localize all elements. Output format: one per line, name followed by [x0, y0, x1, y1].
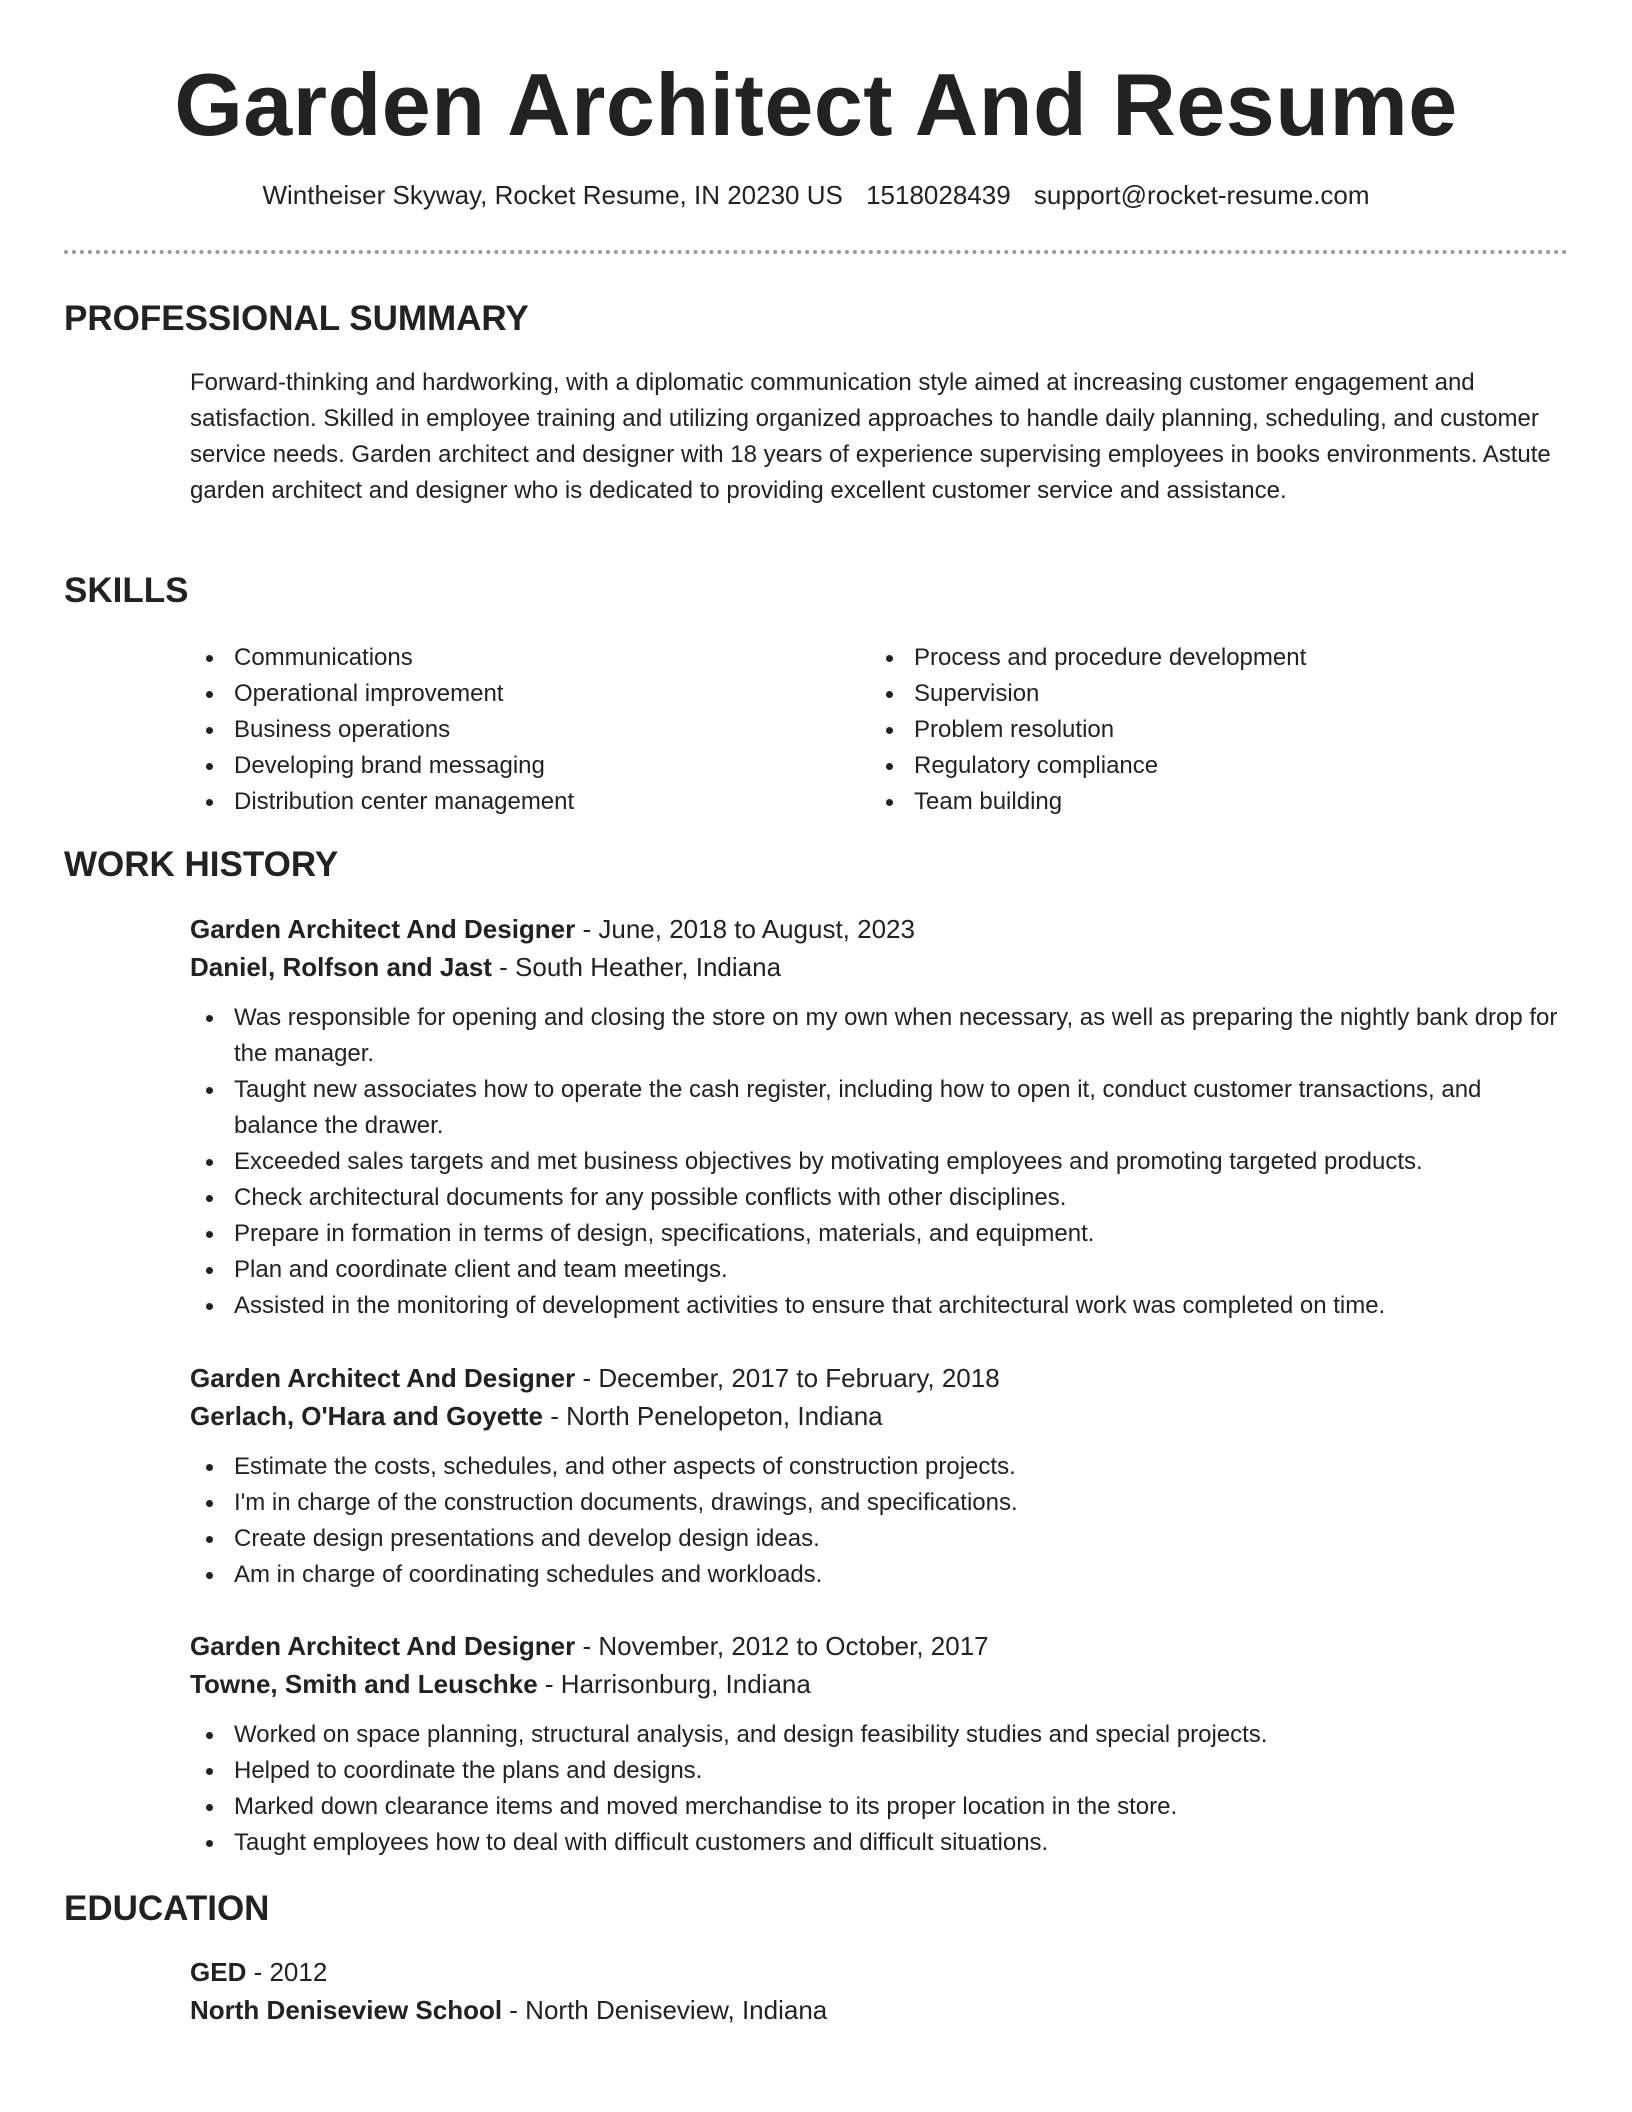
education-location: - North Deniseview, Indiana — [502, 1995, 828, 2025]
skill-item: Distribution center management — [190, 784, 574, 820]
job-entry — [190, 1627, 1570, 1861]
education-entry — [190, 1953, 1570, 2029]
job-bullet: Exceeded sales targets and met business objectives by motivating employees and promoting targeted products. — [190, 1144, 1570, 1180]
job-bullets — [190, 1000, 1570, 1324]
contact-address: Wintheiser Skyway, Rocket Resume, IN 20230 US — [262, 180, 843, 210]
skills-column-1 — [190, 640, 574, 820]
job-company: Gerlach, O'Hara and Goyette — [190, 1401, 543, 1431]
job-bullet: Taught employees how to deal with difficult customers and difficult situations. — [190, 1825, 1570, 1861]
skill-item: Regulatory compliance — [870, 748, 1306, 784]
job-bullet: Assisted in the monitoring of development activities to ensure that architectural work was completed on time. — [190, 1288, 1570, 1324]
contact-phone: 1518028439 — [866, 180, 1011, 210]
job-dates: - June, 2018 to August, 2023 — [575, 914, 915, 944]
job-title-line — [190, 910, 1570, 948]
job-bullet: Am in charge of coordinating schedules and workloads. — [190, 1557, 1570, 1593]
section-title-skills: SKILLS — [64, 571, 189, 610]
education-year: - 2012 — [246, 1957, 328, 1987]
skill-item: Developing brand messaging — [190, 748, 574, 784]
job-dates: - November, 2012 to October, 2017 — [575, 1631, 989, 1661]
skill-item: Operational improvement — [190, 676, 574, 712]
education-school-line — [190, 1991, 1570, 2029]
job-entry — [190, 910, 1570, 1324]
job-title-line — [190, 1359, 1570, 1397]
job-company: Towne, Smith and Leuschke — [190, 1669, 538, 1699]
job-entry — [190, 1359, 1570, 1593]
job-bullet: Plan and coordinate client and team meetings. — [190, 1252, 1570, 1288]
section-title-work-history: WORK HISTORY — [64, 845, 339, 884]
skill-item: Business operations — [190, 712, 574, 748]
job-bullet: Taught new associates how to operate the cash register, including how to open it, conduct customer transactions, and balance the drawer. — [190, 1072, 1570, 1144]
skill-item: Communications — [190, 640, 574, 676]
contact-email: support@rocket-resume.com — [1033, 180, 1370, 210]
job-title-line — [190, 1627, 1570, 1665]
job-company-line — [190, 948, 1570, 986]
job-dates: - December, 2017 to February, 2018 — [575, 1363, 1000, 1393]
resume-name: Garden Architect And Resume — [174, 55, 1458, 154]
skill-item: Supervision — [870, 676, 1306, 712]
education-degree: GED — [190, 1957, 247, 1987]
job-bullet: Estimate the costs, schedules, and other aspects of construction projects. — [190, 1449, 1570, 1485]
job-location: - Harrisonburg, Indiana — [537, 1669, 811, 1699]
job-bullet: Worked on space planning, structural analysis, and design feasibility studies and special projects. — [190, 1717, 1570, 1753]
skill-item: Process and procedure development — [870, 640, 1306, 676]
skills-column-2 — [870, 640, 1306, 820]
job-location: - North Penelopeton, Indiana — [542, 1401, 883, 1431]
contact-line — [0, 178, 1632, 212]
job-company: Daniel, Rolfson and Jast — [190, 952, 492, 982]
skills-list — [190, 640, 1570, 820]
education-school: North Deniseview School — [190, 1995, 503, 2025]
job-bullets — [190, 1449, 1570, 1593]
job-company-line — [190, 1397, 1570, 1435]
summary-text: Forward-thinking and hardworking, with a diplomatic communication style aimed at increasing customer engagement and satisfaction. Skilled in employee training and utilizing organized approaches to handle daily planning, scheduling, and customer service needs. Garden architect and designer with 18 years of experience supervising employees in books environments. Astute garden architect and designer who is dedicated to providing excellent customer service and assistance. — [190, 369, 1551, 504]
job-bullet: Prepare in formation in terms of design, specifications, materials, and equipment. — [190, 1216, 1570, 1252]
job-bullet: I'm in charge of the construction documents, drawings, and specifications. — [190, 1485, 1570, 1521]
job-bullets — [190, 1717, 1570, 1861]
skill-item: Problem resolution — [870, 712, 1306, 748]
job-bullet: Was responsible for opening and closing the store on my own when necessary, as well as preparing the nightly bank drop for the manager. — [190, 1000, 1570, 1072]
skill-item: Team building — [870, 784, 1306, 820]
header-divider — [64, 250, 1568, 254]
job-location: - South Heather, Indiana — [491, 952, 782, 982]
job-role: Garden Architect And Designer — [190, 1631, 576, 1661]
job-role: Garden Architect And Designer — [190, 1363, 576, 1393]
job-role: Garden Architect And Designer — [190, 914, 576, 944]
job-company-line — [190, 1665, 1570, 1703]
job-bullet: Create design presentations and develop design ideas. — [190, 1521, 1570, 1557]
section-title-education: EDUCATION — [64, 1889, 270, 1928]
section-title-summary: PROFESSIONAL SUMMARY — [64, 299, 529, 338]
education-degree-line — [190, 1953, 1570, 1991]
job-bullet: Helped to coordinate the plans and designs. — [190, 1753, 1570, 1789]
job-bullet: Marked down clearance items and moved merchandise to its proper location in the store. — [190, 1789, 1570, 1825]
job-bullet: Check architectural documents for any possible conflicts with other disciplines. — [190, 1180, 1570, 1216]
